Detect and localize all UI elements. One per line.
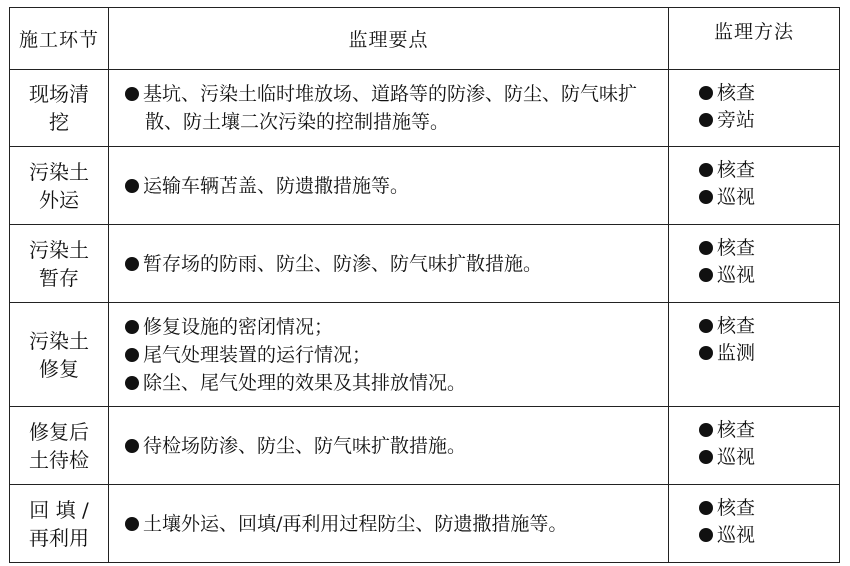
method-item [699, 157, 839, 184]
bullet-icon [699, 190, 713, 204]
table-row [10, 70, 840, 147]
point-text: 修复设施的密闭情况； [143, 315, 334, 338]
method-item [699, 444, 839, 471]
bullet-icon [125, 517, 139, 531]
stage-line: 再利用 [29, 525, 89, 550]
method-text: 核查 [717, 82, 756, 104]
method-text: 核查 [717, 497, 756, 519]
method-item [699, 313, 839, 340]
point-item [125, 313, 658, 341]
bullet-icon [125, 439, 139, 453]
header-stage: 施工环节 [10, 8, 109, 70]
stage-line: 污染土 [29, 237, 89, 262]
methods-cell [669, 147, 840, 225]
method-text: 监测 [717, 342, 756, 364]
table-row [10, 485, 840, 563]
stage-cell [10, 70, 109, 147]
method-item [699, 107, 839, 134]
stage-line: 暂存 [39, 265, 79, 290]
bullet-icon [699, 528, 713, 542]
method-text: 巡视 [717, 524, 756, 546]
method-item [699, 495, 839, 522]
method-text: 核查 [717, 159, 756, 181]
table-header-row [10, 8, 840, 70]
bullet-icon [125, 179, 139, 193]
stage-line: 污染土 [29, 328, 89, 353]
stage-line: 外运 [39, 187, 79, 212]
method-item [699, 80, 839, 107]
table-row [10, 147, 840, 225]
header-method: 监理方法 [669, 8, 840, 70]
method-text: 巡视 [717, 186, 756, 208]
stage-cell [10, 485, 109, 563]
table-row [10, 225, 840, 303]
point-text: 运输车辆苫盖、防遗撒措施等。 [143, 174, 410, 197]
point-item [125, 172, 658, 200]
stage-cell [10, 303, 109, 407]
bullet-icon [125, 348, 139, 362]
stage-line: 土待检 [29, 447, 89, 472]
bullet-icon [699, 501, 713, 515]
method-text: 巡视 [717, 446, 756, 468]
point-text: 基坑、污染土临时堆放场、道路等的防渗、防尘、防气味扩散、防土壤二次污染的控制措施等。 [143, 83, 638, 133]
bullet-icon [125, 376, 139, 390]
method-item [699, 417, 839, 444]
stage-cell [10, 225, 109, 303]
methods-cell [669, 303, 840, 407]
point-item [125, 510, 658, 538]
point-text: 尾气处理装置的运行情况； [143, 343, 372, 366]
point-text: 暂存场的防雨、防尘、防渗、防气味扩散措施。 [143, 252, 543, 275]
bullet-icon [699, 163, 713, 177]
method-item [699, 340, 839, 367]
method-item [699, 235, 839, 262]
point-item [125, 80, 658, 136]
methods-cell [669, 407, 840, 485]
bullet-icon [699, 268, 713, 282]
supervision-table [9, 7, 840, 563]
method-text: 巡视 [717, 264, 756, 286]
points-cell [109, 70, 669, 147]
method-text: 旁站 [717, 109, 756, 131]
point-text: 待检场防渗、防尘、防气味扩散措施。 [143, 434, 467, 457]
point-item [125, 432, 658, 460]
bullet-icon [125, 87, 139, 101]
points-cell [109, 407, 669, 485]
stage-line: 修复 [39, 356, 79, 381]
method-text: 核查 [717, 315, 756, 337]
methods-cell [669, 485, 840, 563]
points-cell [109, 147, 669, 225]
table-row [10, 407, 840, 485]
points-cell [109, 303, 669, 407]
stage-line: 现场清 [29, 82, 89, 106]
point-text: 土壤外运、回填/再利用过程防尘、防遗撒措施等。 [143, 512, 568, 535]
stage-line: 回 填 / [29, 497, 89, 522]
bullet-icon [699, 346, 713, 360]
bullet-icon [699, 113, 713, 127]
stage-cell [10, 147, 109, 225]
bullet-icon [125, 257, 139, 271]
methods-cell [669, 225, 840, 303]
bullet-icon [699, 423, 713, 437]
point-item [125, 250, 658, 278]
bullet-icon [699, 241, 713, 255]
stage-line: 修复后 [29, 419, 89, 444]
bullet-icon [125, 320, 139, 334]
methods-cell [669, 70, 840, 147]
header-points: 监理要点 [109, 8, 669, 70]
point-item [125, 341, 658, 369]
points-cell [109, 485, 669, 563]
point-item [125, 369, 658, 397]
bullet-icon [699, 450, 713, 464]
method-item [699, 262, 839, 289]
stage-cell [10, 407, 109, 485]
bullet-icon [699, 319, 713, 333]
stage-line: 挖 [49, 110, 69, 134]
table-row [10, 303, 840, 407]
method-text: 核查 [717, 419, 756, 441]
bullet-icon [699, 86, 713, 100]
method-item [699, 184, 839, 211]
method-item [699, 522, 839, 549]
stage-line: 污染土 [29, 159, 89, 184]
point-text: 除尘、尾气处理的效果及其排放情况。 [143, 371, 467, 394]
points-cell [109, 225, 669, 303]
method-text: 核查 [717, 237, 756, 259]
